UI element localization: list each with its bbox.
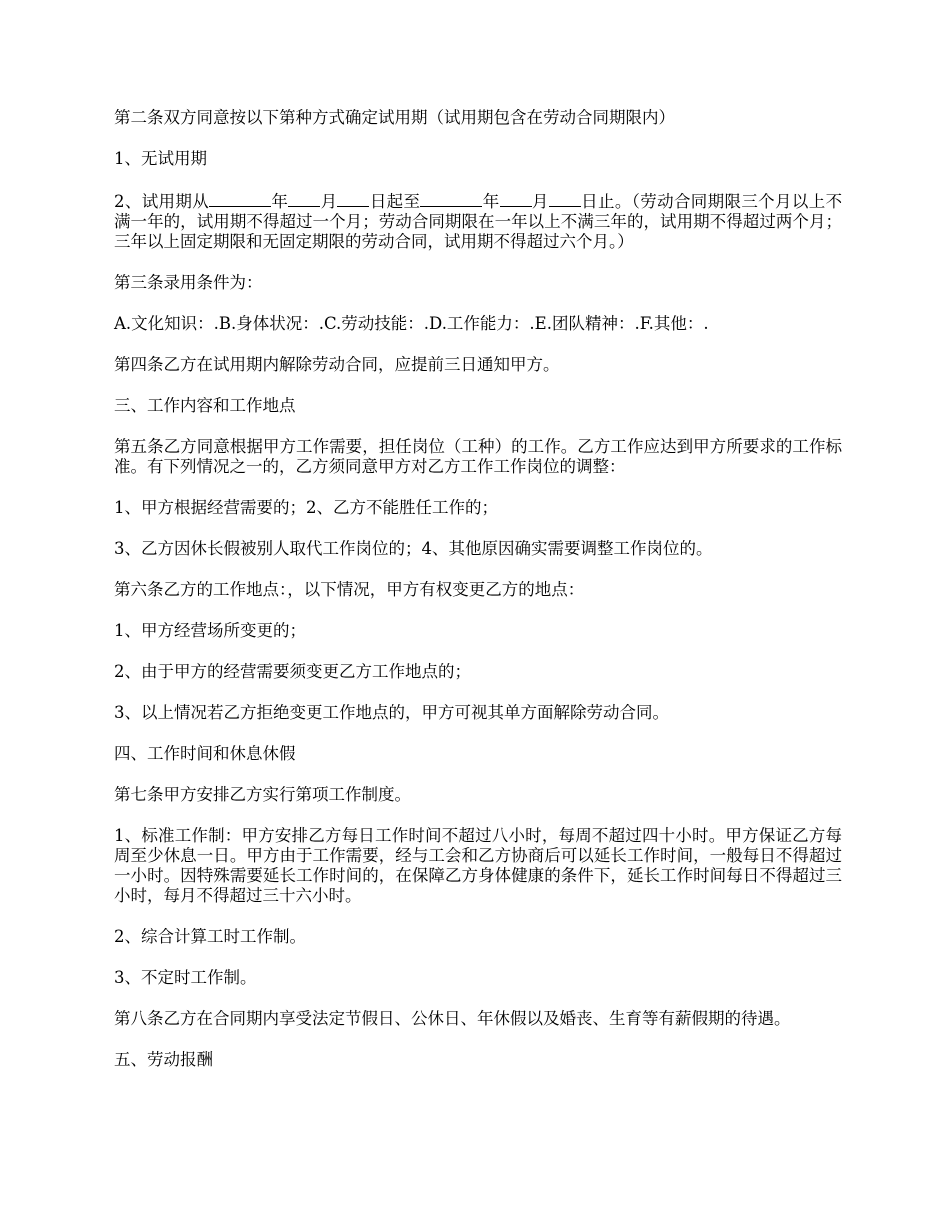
flexible-hours-system: 3、不定时工作制。 xyxy=(114,968,257,987)
clause-6-item-3: 3、以上情况若乙方拒绝变更工作地点的，甲方可视其单方面解除劳动合同。 xyxy=(114,703,669,722)
hiring-conditions: A.文化知识：.B.身体状况：.C.劳动技能：.D.工作能力：.E.团队精神：.F.其他：. xyxy=(114,314,709,333)
trial-day-2: 日止。 xyxy=(580,192,632,211)
clause-8: 第八条乙方在合同期内享受法定节假日、公休日、年休假以及婚丧、生育等有薪假期的待遇。 xyxy=(114,1009,791,1028)
trial-day-1: 日起至 xyxy=(369,192,421,211)
blank-field xyxy=(288,190,320,207)
clause-5-items-3-4: 3、乙方因休长假被别人取代工作岗位的；4、其他原因确实需要调整工作岗位的。 xyxy=(114,539,713,558)
section-3-heading: 三、工作内容和工作地点 xyxy=(114,396,296,415)
blank-field xyxy=(500,190,532,207)
clause-3-heading: 第三条录用条件为： xyxy=(114,273,263,292)
clause-5-items-1-2: 1、甲方根据经营需要的；2、乙方不能胜任工作的； xyxy=(114,498,498,517)
trial-prefix: 2、试用期从 xyxy=(114,192,210,211)
trial-note: （劳动合同期限三个月以上不满一年的，试用期不得超过一个月；劳动合同期限在一年以上不满三年的，试用期不得超过两个月；三年以上固定期限和无固定期限的劳动合同，试用期不得超过六个月。） xyxy=(114,192,843,251)
trial-year-1: 年 xyxy=(271,192,289,211)
trial-month-2: 月 xyxy=(531,192,549,211)
clause-6-item-2: 2、由于甲方的经营需要须变更乙方工作地点的； xyxy=(114,662,471,681)
trial-year-2: 年 xyxy=(482,192,500,211)
trial-month-1: 月 xyxy=(320,192,338,211)
clause-2-heading: 第二条双方同意按以下第种方式确定试用期（试用期包含在劳动合同期限内） xyxy=(114,108,675,127)
clause-6-item-1: 1、甲方经营场所变更的； xyxy=(114,621,306,640)
document-body xyxy=(114,108,842,1091)
comprehensive-hours-system: 2、综合计算工时工作制。 xyxy=(114,927,306,946)
clause-7: 第七条甲方安排乙方实行第项工作制度。 xyxy=(114,785,411,804)
blank-field xyxy=(420,190,482,207)
blank-field xyxy=(549,190,581,207)
blank-field xyxy=(337,190,369,207)
clause-4: 第四条乙方在试用期内解除劳动合同，应提前三日通知甲方。 xyxy=(114,355,560,374)
blank-field xyxy=(209,190,271,207)
clause-5: 第五条乙方同意根据甲方工作需要，担任岗位（工种）的工作。乙方工作应达到甲方所要求的工作标准。有下列情况之一的，乙方须同意甲方对乙方工作工作岗位的调整： xyxy=(114,437,842,476)
section-5-heading: 五、劳动报酬 xyxy=(114,1050,213,1069)
clause-6: 第六条乙方的工作地点：，以下情况，甲方有权变更乙方的地点： xyxy=(114,580,585,599)
trial-period-item xyxy=(114,190,842,252)
standard-work-system: 1、标准工作制：甲方安排乙方每日工作时间不超过八小时，每周不超过四十小时。甲方保证乙方每周至少休息一日。甲方由于工作需要，经与工会和乙方协商后可以延长工作时间，一般每日不得超过一小时。因特殊需要延长工作时间的，在保障乙方身体健康的条件下，延长工作时间每日不得超过三小时，每月不得超过三十六小时。 xyxy=(114,826,842,905)
no-trial-item: 1、无试用期 xyxy=(114,149,207,168)
section-4-heading: 四、工作时间和休息休假 xyxy=(114,744,296,763)
